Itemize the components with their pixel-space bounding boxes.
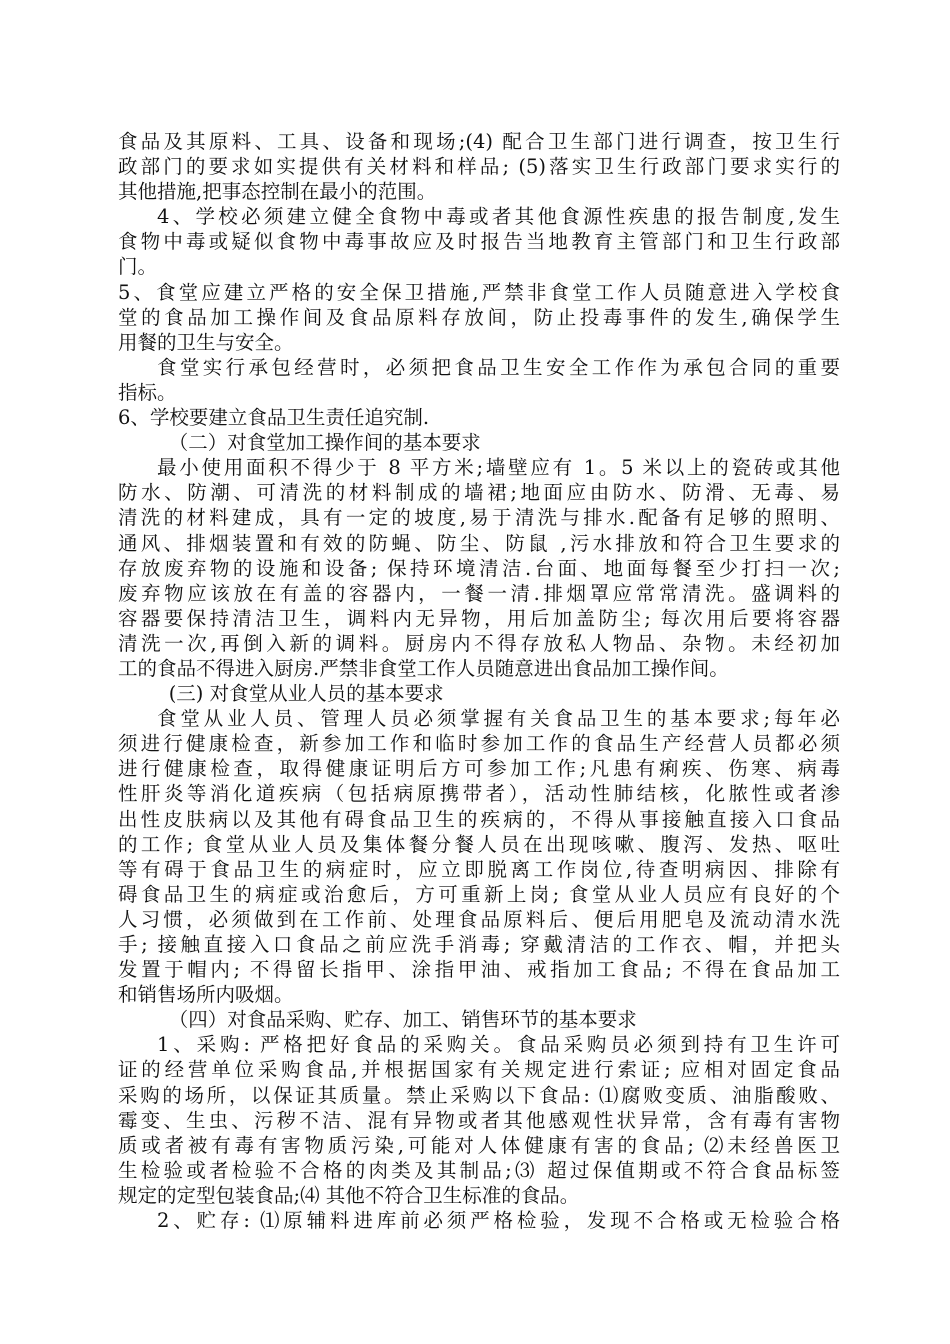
text-line: 门。 [118, 255, 158, 279]
text-line: 性肝炎等消化道疾病（包括病原携带者），活动性肺结核，化脓性或者渗 [118, 782, 840, 806]
text-line: 指标。 [118, 380, 177, 404]
text-line: 清洗的材料建成，具有一定的坡度,易于清洗与排水.配备有足够的照明、 [118, 506, 840, 530]
text-line: 碍食品卫生的病症或治愈后，方可重新上岗; 食堂从业人员应有良好的个 [118, 882, 840, 906]
text-line: 食堂实行承包经营时，必须把食品卫生安全工作作为承包合同的重要 [157, 355, 840, 379]
text-line: 发置于帽内; 不得留长指甲、涂指甲油、戒指加工食品; 不得在食品加工 [118, 958, 840, 982]
text-line: 6、学校要建立食品卫生责任追究制. [118, 406, 430, 430]
document-body [118, 129, 840, 1233]
text-line: 最小使用面积不得少于 8 平方米;墙壁应有 1。5 米以上的瓷砖或其他 [157, 456, 840, 480]
text-line: 规定的定型包装食品;⑷ 其他不符合卫生标准的食品。 [118, 1183, 580, 1207]
text-line: 手; 接触直接入口食品之前应洗手消毒; 穿戴清洁的工作衣、帽，并把头 [118, 933, 840, 956]
text-line: 食物中毒或疑似食物中毒事故应及时报告当地教育主管部门和卫生行政部 [118, 230, 840, 254]
text-line: 防水、防潮、可清洗的材料制成的墙裙;地面应由防水、防滑、无毒、易 [118, 481, 840, 505]
text-line: 和销售场所内吸烟。 [118, 983, 294, 1007]
text-line: 其他措施,把事态控制在最小的范围。 [118, 180, 437, 204]
text-line: 出性皮肤病以及其他有碍食品卫生的疾病的，不得从事接触直接入口食品 [118, 807, 840, 831]
text-line: 人习惯，必须做到在工作前、处理食品原料后、便后用肥皂及流动清水洗 [118, 907, 840, 931]
text-line: (三) 对食堂从业人员的基本要求 [168, 682, 444, 706]
text-line: 5、食堂应建立严格的安全保卫措施,严禁非食堂工作人员随意进入学校食 [118, 280, 840, 304]
text-line: 存放废弃物的设施和设备; 保持环境清洁.台面、地面每餐至少打扫一次; [118, 556, 840, 580]
text-line: 食品及其原料、工具、设备和现场;(4) 配合卫生部门进行调查，按卫生行 [118, 130, 840, 153]
text-line: 政部门的要求如实提供有关材料和样品; (5)落实卫生行政部门要求实行的 [118, 155, 840, 179]
text-line: 用餐的卫生与安全。 [118, 330, 294, 354]
text-line: 质或者被有毒有害物质污染,可能对人体健康有害的食品; ⑵未经兽医卫 [118, 1133, 840, 1157]
text-line: 的工作; 食堂从业人员及集体餐分餐人员在出现咳嗽、腹泻、发热、呕吐 [118, 832, 840, 856]
text-line: 2、贮存: ⑴原辅料进库前必须严格检验，发现不合格或无检验合格 [157, 1209, 840, 1233]
text-line: 4、学校必须建立健全食物中毒或者其他食源性疾患的报告制度,发生 [157, 205, 840, 229]
text-line: 等有碍于食品卫生的病症时，应立即脱离工作岗位,待查明病因、排除有 [118, 857, 840, 881]
text-line: 堂的食品加工操作间及食品原料存放间，防止投毒事件的发生,确保学生 [118, 305, 840, 329]
text-line: 食堂从业人员、管理人员必须掌握有关食品卫生的基本要求;每年必 [157, 707, 840, 731]
text-line: 霉变、生虫、污秽不洁、混有异物或者其他感观性状异常，含有毒有害物 [118, 1108, 840, 1132]
text-line: 生检验或者检验不合格的肉类及其制品;⑶ 超过保值期或不符合食品标签 [118, 1158, 840, 1182]
text-line: （二）对食堂加工操作间的基本要求 [168, 431, 481, 455]
text-line: 进行健康检查，取得健康证明后方可参加工作;凡患有痢疾、伤寒、病毒 [118, 757, 840, 781]
text-line: 废弃物应该放在有盖的容器内，一餐一清.排烟罩应常常清洗。盛调料的 [118, 581, 840, 605]
text-line: 证的经营单位采购食品,并根据国家有关规定进行索证; 应相对固定食品 [118, 1058, 840, 1082]
text-line: 容器要保持清洁卫生，调料内无异物，用后加盖防尘; 每次用后要将容器 [118, 606, 840, 630]
text-line: 采购的场所，以保证其质量。禁止采购以下食品: ⑴腐败变质、油脂酸败、 [118, 1083, 840, 1107]
text-line: （四）对食品采购、贮存、加工、销售环节的基本要求 [168, 1008, 637, 1032]
text-line: 清洗一次,再倒入新的调料。厨房内不得存放私人物品、杂物。未经初加 [118, 631, 840, 655]
text-line: 须进行健康检查，新参加工作和临时参加工作的食品生产经营人员都必须 [118, 732, 840, 756]
text-line: 通风、排烟装置和有效的防蝇、防尘、防鼠 ,污水排放和符合卫生要求的 [118, 531, 840, 555]
text-line: 工的食品不得进入厨房.严禁非食堂工作人员随意进出食品加工操作间。 [118, 656, 729, 680]
text-line: 1、采购: 严格把好食品的采购关。食品采购员必须到持有卫生许可 [157, 1033, 840, 1057]
